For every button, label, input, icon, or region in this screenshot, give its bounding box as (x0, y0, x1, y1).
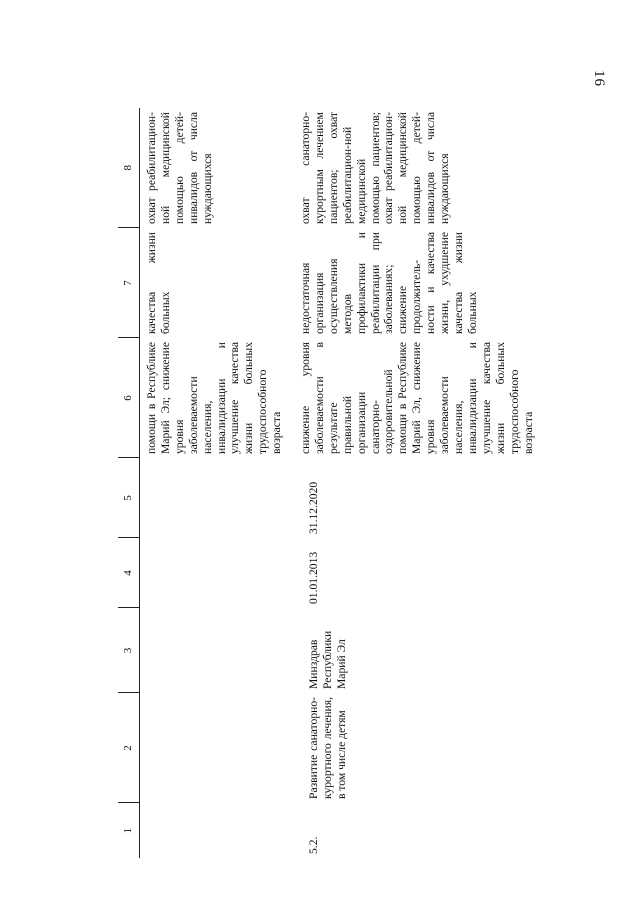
expected-result-cell: помощи в Республике Марий Эл; снижение уровня заболеваемости населения, инвалидизации и улучшение качества жизни больных трудоспособного возраста (145, 342, 284, 454)
indicator-cell: охват санаторно-курортным лечением пациентов; охват реабилитацион-ной медицинской помощью пациентов; охват реабилитацион-ной медицинской помощью детей-инвалидов от числа нуждающихся (299, 112, 452, 224)
column-number: 4 (118, 538, 140, 608)
column-number: 1 (118, 803, 140, 858)
column-number: 6 (118, 338, 140, 458)
column-number: 2 (118, 693, 140, 803)
column-number-row (118, 108, 140, 858)
item-number-cell: 5.2. (307, 836, 320, 854)
start-date-cell: 01.01.2013 (307, 551, 320, 604)
consequence-cell: недостаточная организация осуществления методов профилактики и реабилитации при заболеваниях; снижение продолжитель-ности и качества жизни, ухудшение качества жизни больных (299, 232, 479, 334)
executor-cell: Минздрав Республики Марий Эл (307, 630, 348, 689)
consequence-cell: качества жизни больных (145, 232, 172, 334)
column-number: 3 (118, 608, 140, 693)
end-date-cell: 31.12.2020 (307, 481, 320, 534)
program-table (118, 108, 640, 858)
page-number: 16 (591, 70, 607, 87)
table-row (295, 108, 535, 858)
table-row-continuation (140, 108, 296, 858)
column-number: 8 (118, 108, 140, 228)
expected-result-cell: снижение уровня заболеваемости в результате правильной организации санаторно-оздоровительной помощи в Республике Марий Эл, снижение уровня заболеваемости населения, инвалидизации и улучшение качества жизни больных трудоспособного возраста (299, 342, 535, 454)
activity-name-cell: Развитие санаторно-курортного лечения, в том числе детям (307, 697, 348, 799)
column-number: 5 (118, 458, 140, 538)
indicator-cell: охват реабилитацион-ной медицинской помощью детей-инвалидов от числа нуждающихся (145, 112, 214, 224)
column-number: 7 (118, 228, 140, 338)
